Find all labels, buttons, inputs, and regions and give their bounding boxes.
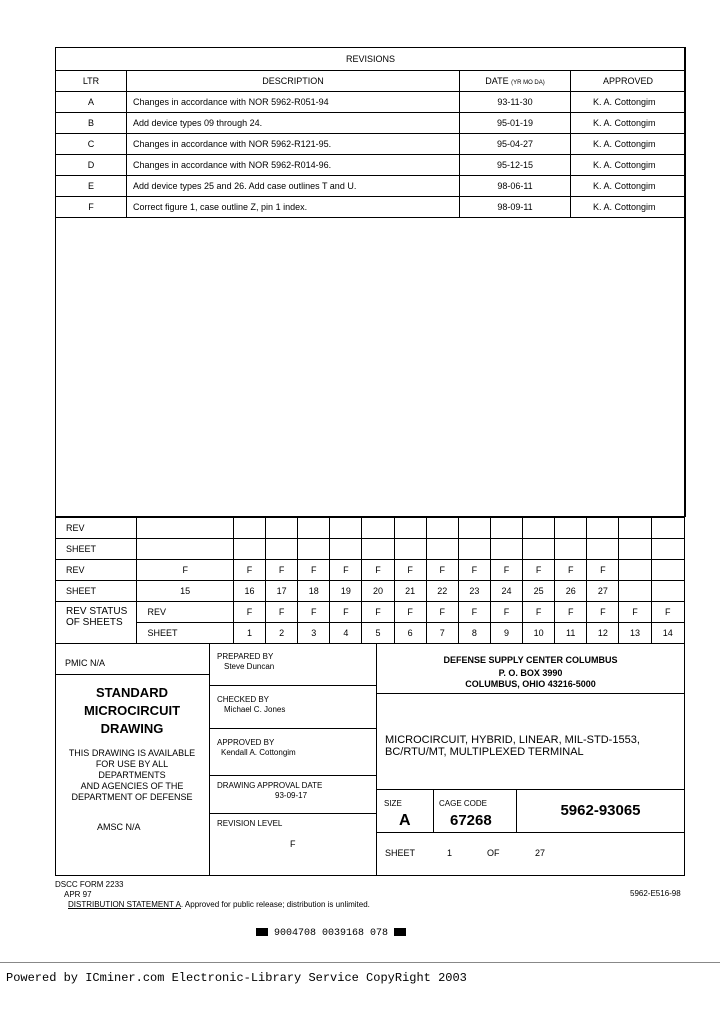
prepared-label: PREPARED BY [217,652,274,661]
rev-cell: F [298,560,330,581]
revision-row [56,155,686,176]
sheet-cell: 18 [298,581,330,602]
status-row [56,560,685,581]
rev-cell-blank [330,518,362,539]
powered-by: Powered by ICminer.com Electronic-Library Service CopyRight 2003 [6,971,467,985]
rev-cell-blank [394,518,426,539]
revision-row [56,176,686,197]
pmic-label: PMIC N/A [65,658,106,668]
revision-ltr: B [56,113,127,134]
status-row [56,539,685,560]
approval-date-label: DRAWING APPROVAL DATE [217,781,323,790]
revisions-block [55,47,685,517]
dscc-line-3: COLUMBUS, OHIO 43216-5000 [465,679,596,689]
sheet-cell: 13 [619,623,651,644]
approved-label: APPROVED BY [217,738,275,747]
sheet-cell-blank [490,539,522,560]
sheet-cell: 25 [523,581,555,602]
revision-description: Changes in accordance with NOR 5962-R121-95. [127,134,460,155]
revision-description: Changes in accordance with NOR 5962-R014-96. [127,155,460,176]
sheet-cell: 6 [394,623,426,644]
rev-cell-blank [266,518,298,539]
rev-cell: F [458,560,490,581]
revision-description: Add device types 25 and 26. Add case outlines T and U. [127,176,460,197]
rev-cell: F [426,602,458,623]
sheet-cell-blank [330,539,362,560]
revision-ltr: A [56,92,127,113]
revision-ltr: D [56,155,127,176]
sheet-cell: 26 [555,581,587,602]
revisions-title: REVISIONS [56,48,686,71]
sheet-cell: 15 [137,581,233,602]
sheet-label: SHEET [385,848,416,858]
sheet-cell-blank [426,539,458,560]
col-header-ltr: LTR [56,71,127,92]
revision-row [56,134,686,155]
sheet-cell-blank [587,539,619,560]
rev-cell-blank [362,518,394,539]
sheet-cell: 4 [330,623,362,644]
avail-line-4: AND AGENCIES OF THE [80,781,184,791]
rev-label: REV [56,560,137,581]
sheet-cell: 21 [394,581,426,602]
col-header-approved: APPROVED [571,71,686,92]
barcode [256,928,406,939]
rev-cell-blank [298,518,330,539]
status-row [56,602,685,623]
revision-date: 98-09-11 [460,197,571,218]
sheet-cell: 11 [555,623,587,644]
rev-cell: F [458,602,490,623]
rev-cell: F [555,602,587,623]
rev-cell: F [137,560,233,581]
sheet-cell: 19 [330,581,362,602]
revision-row [56,197,686,218]
title-line-1: MICROCIRCUIT, HYBRID, LINEAR, MIL-STD-1553, [385,734,640,746]
barcode-number: 9004708 0039168 078 [274,928,389,939]
rev-cell: F [394,560,426,581]
avail-line-2: FOR USE BY ALL [95,759,169,769]
revision-ltr: E [56,176,127,197]
checked-label: CHECKED BY [217,695,270,704]
sheet-cell: 14 [651,623,684,644]
rev-cell: F [394,602,426,623]
sheet-cell-blank [266,539,298,560]
rev-cell: F [362,560,394,581]
sheet-cell-blank [298,539,330,560]
size-value: A [399,812,411,829]
revision-description: Correct figure 1, case outline Z, pin 1 index. [127,197,460,218]
rev-cell: F [330,602,362,623]
sheet-cell-blank [619,581,651,602]
sheet-cell: 5 [362,623,394,644]
sheet-cell: 10 [523,623,555,644]
revision-approved: K. A. Cottongim [571,113,686,134]
col-header-date: DATE (YR MO DA) [460,71,571,92]
rev-cell: F [587,602,619,623]
rev-cell-blank [233,518,265,539]
sheet-cell: 7 [426,623,458,644]
cage-code: 67268 [450,812,492,829]
sheet-cell-blank [458,539,490,560]
sheet-label: SHEET [137,623,233,644]
sheet-cell: 16 [233,581,265,602]
checked-name: Michael C. Jones [224,705,286,714]
revision-row [56,113,686,134]
rev-status-grid [55,517,685,644]
sheet-cell: 1 [233,623,265,644]
rev-cell: F [426,560,458,581]
standard-line-2: MICROCIRCUIT [83,703,181,718]
sheet-cell-blank [394,539,426,560]
rev-cell: F [266,560,298,581]
standard-line-1: STANDARD [96,685,168,700]
sheet-label: SHEET [56,539,137,560]
spacer-cell [137,539,233,560]
approval-date: 93-09-17 [275,791,308,800]
revision-description: Add device types 09 through 24. [127,113,460,134]
cage-code-label: CAGE CODE [439,799,488,808]
rev-cell: F [233,602,265,623]
rev-cell-blank [490,518,522,539]
rev-cell-blank [651,518,684,539]
rev-status-label: REV STATUS OF SHEETS [56,602,137,644]
revision-approved: K. A. Cottongim [571,92,686,113]
revision-approved: K. A. Cottongim [571,176,686,197]
drawing-number: 5962-93065 [560,802,641,819]
avail-line-1: THIS DRAWING IS AVAILABLE [68,748,196,758]
rev-cell: F [266,602,298,623]
sheet-label: SHEET [56,581,137,602]
rev-cell: F [362,602,394,623]
sheet-cell: 20 [362,581,394,602]
revision-ltr: F [56,197,127,218]
rev-cell: F [523,602,555,623]
rev-cell: F [651,602,684,623]
revision-date: 95-04-27 [460,134,571,155]
rev-cell-blank [555,518,587,539]
sheet-cell: 3 [298,623,330,644]
rev-cell: F [298,602,330,623]
footer-divider [0,962,720,963]
sheet-cell-blank [362,539,394,560]
amsc-label: AMSC N/A [97,822,141,832]
sheet-cell: 24 [490,581,522,602]
sheet-cell-blank [233,539,265,560]
rev-cell: F [587,560,619,581]
sheet-cell-blank [651,539,684,560]
title-line-2: BC/RTU/MT, MULTIPLEXED TERMINAL [385,746,584,758]
rev-cell: F [619,602,651,623]
revision-ltr: C [56,134,127,155]
rev-cell-blank [651,560,684,581]
revision-approved: K. A. Cottongim [571,155,686,176]
rev-label: REV [56,518,137,539]
rev-cell-blank [619,560,651,581]
dscc-line-2: P. O. BOX 3990 [498,668,563,678]
rev-cell: F [330,560,362,581]
title-block [55,643,685,876]
sheet-cell: 17 [266,581,298,602]
rev-cell-blank [619,518,651,539]
rev-cell-blank [426,518,458,539]
revision-date: 95-01-19 [460,113,571,134]
status-row [56,581,685,602]
sheet-cell: 9 [490,623,522,644]
revision-date: 93-11-30 [460,92,571,113]
prepared-name: Steve Duncan [224,662,275,671]
col-header-description: DESCRIPTION [127,71,460,92]
approved-name: Kendall A. Cottongim [221,748,296,757]
revision-approved: K. A. Cottongim [571,197,686,218]
sheet-cell-blank [555,539,587,560]
revision-level-label: REVISION LEVEL [217,819,283,828]
barcode-mark-right [394,928,406,936]
sheet-total: 27 [535,848,546,858]
status-row [56,518,685,539]
right-code: 5962-E516-98 [630,889,681,898]
revision-date: 98-06-11 [460,176,571,197]
revision-level: F [290,839,296,849]
spacer-cell [137,518,233,539]
barcode-mark-left [256,928,268,936]
revision-row [56,92,686,113]
standard-line-3: DRAWING [100,721,164,736]
sheet-cell-blank [651,581,684,602]
rev-cell-blank [587,518,619,539]
rev-label: REV [137,602,233,623]
avail-line-5: DEPARTMENT OF DEFENSE [71,792,193,802]
rev-cell: F [490,560,522,581]
revision-approved: K. A. Cottongim [571,134,686,155]
sheet-cell: 23 [458,581,490,602]
sheet-cell-blank [619,539,651,560]
rev-cell: F [490,602,522,623]
sheet-cell-blank [523,539,555,560]
avail-line-3: DEPARTMENTS [98,770,166,780]
rev-cell-blank [523,518,555,539]
rev-cell-blank [458,518,490,539]
sheet-cell: 2 [266,623,298,644]
revisions-blank-area [56,218,686,517]
sheet-cell: 22 [426,581,458,602]
sheet-cell: 12 [587,623,619,644]
sheet-cell: 27 [587,581,619,602]
sheet-cell: 8 [458,623,490,644]
of-label: OF [487,848,500,858]
sheet-number: 1 [447,848,453,858]
rev-cell: F [233,560,265,581]
size-label: SIZE [384,799,402,808]
rev-cell: F [523,560,555,581]
revision-date: 95-12-15 [460,155,571,176]
status-row [56,623,685,644]
distribution-statement: DISTRIBUTION STATEMENT A. Approved for public release; distribution is unlimited. [68,900,370,909]
form-date: APR 97 [64,890,92,899]
form-number: DSCC FORM 2233 [55,880,124,889]
revision-description: Changes in accordance with NOR 5962-R051-94 [127,92,460,113]
dscc-line-1: DEFENSE SUPPLY CENTER COLUMBUS [443,655,618,665]
rev-cell: F [555,560,587,581]
